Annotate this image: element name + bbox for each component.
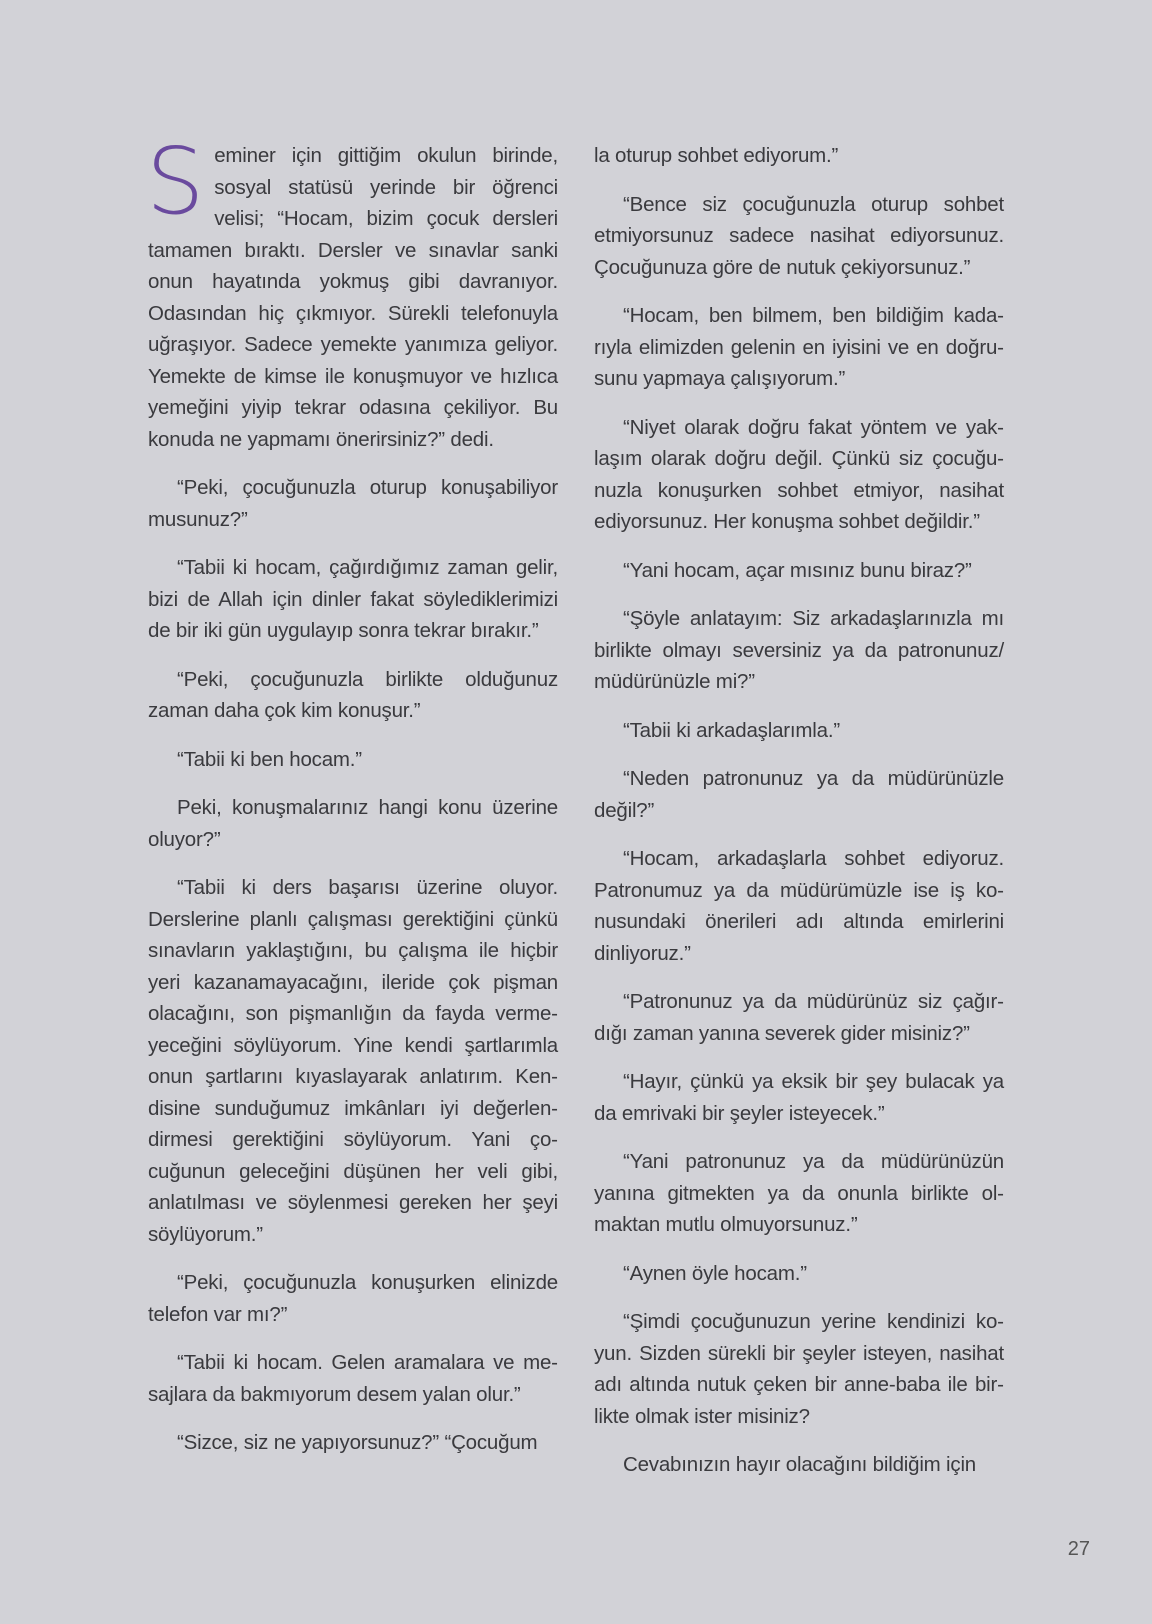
- paragraph-16: “Tabii ki arkadaşlarımla.”: [623, 718, 840, 742]
- paragraph-12: “Hocam, ben bilmem, ben bildiğim kadarıyla elimizden gelenin en iyisini ve en doğrusunu yapmaya çalışıyorum.”: [594, 304, 1004, 390]
- right-column: [594, 140, 1004, 1498]
- paragraph-21: “Yani patronunuz ya da müdürünüzün yanına gitmekten ya da onunla birlikte olmaktan mutlu olmuyorsunuz.”: [594, 1150, 1004, 1236]
- paragraph-18: “Hocam, arkadaşlarla sohbet ediyoruz. Patronumuz ya da müdürümüzle ise iş konusundaki önerileri adı altında emirlerini dinliyoruz.”: [594, 847, 1004, 965]
- paragraph-13: “Niyet olarak doğru fakat yöntem ve yaklaşım olarak doğru değil. Çünkü siz çocuğunuzla konuşurken sohbet etmiyor, nasihat ediyorsunuz. Her konuşma sohbet değildir.”: [594, 415, 1004, 533]
- paragraph-24: Cevabınızın hayır olacağını bildiğim için: [623, 1453, 977, 1476]
- paragraph-14: “Yani hocam, açar mısınız bunu biraz?”: [623, 558, 972, 582]
- paragraph-20: “Hayır, çünkü ya eksik bir şey bulacak ya da emrivaki bir şeyler isteyecek.”: [594, 1070, 1004, 1125]
- paragraph-4: “Peki, çocuğunuzla birlikte olduğunuz zaman daha çok kim konuşur.”: [148, 667, 558, 722]
- paragraph-text: eminer için gittiğim okulun birinde, sosyal statüsü yerinde bir öğrenci velisi; “Hocam, bizim çocuk dersleri tamamen bıraktı. Dersler ve sınavlar sanki onun hayatında yokmuş gibi davranıyor. Odasından hiç çıkmıyor. Sürekli telefonuyla uğraşıyor. Sadece yemekte yanımıza geliyor. Yemekte de kimse ile konuşmuyor ve hızlıca yemeğini yiyip tekrar odasına çekiliyor. Bu konuda ne yapmamı önerirsiniz?” dedi.: [148, 144, 558, 451]
- paragraph-10: “Sizce, siz ne yapıyorsunuz?” “Çocuğum: [177, 1431, 538, 1454]
- paragraph-2: “Peki, çocuğunuzla oturup konuşabiliyor musunuz?”: [148, 476, 558, 531]
- paragraph-9: “Tabii ki hocam. Gelen aramalara ve mesajlara da bakmıyorum desem yalan olur.”: [148, 1351, 558, 1406]
- paragraph-6: Peki, konuşmalarınız hangi konu üzerine oluyor?”: [148, 796, 558, 851]
- left-column: [146, 128, 558, 1476]
- paragraph-15: “Şöyle anlatayım: Siz arkadaşlarınızla mı birlikte olmayı seversiniz ya da patronunuz/ müdürünüzle mi?”: [594, 607, 1004, 693]
- paragraph-23: “Şimdi çocuğunuzun yerine kendinizi koyun. Sizden sürekli bir şeyler isteyen, nasihat adı altında nutuk çeken bir anne-baba ile birlikte olmak ister misiniz?: [594, 1310, 1004, 1428]
- paragraph-7: “Tabii ki ders başarısı üzerine oluyor. Derslerine planlı çalışması gerektiğini çünkü sınavların yaklaştığını, bu çalışma ile hiçbir yeri kazanamayacağını, ileride çok pişman olacağını, son pişmanlığın da fayda vermeyeceğini söylüyorum. Yine kendi şartlarımla onun şartlarını kıyaslayarak anlatırım. Kendisine sunduğumuz imkânları iyi değerlendirmesi gerektiğini söylüyorum. Yani çocuğunun geleceğini düşünen her veli gibi, anlatılması ve söylenmesi gereken her şeyi söylüyorum.”: [148, 876, 558, 1246]
- paragraph-3: “Tabii ki hocam, çağırdığımız zaman gelir, bizi de Allah için dinler fakat söylediklerimizi de bir iki gün uygulayıp sonra tekrar bırakır.”: [148, 556, 558, 642]
- paragraph-19: “Patronunuz ya da müdürünüz siz çağırdığı zaman yanına severek gider misiniz?”: [594, 990, 1004, 1045]
- paragraph-continued: la oturup sohbet ediyorum.”: [594, 144, 839, 167]
- paragraph-22: “Aynen öyle hocam.”: [623, 1261, 807, 1285]
- paragraph-17: “Neden patronunuz ya da müdürünüzle değil?”: [594, 767, 1004, 822]
- paragraph-11: “Bence siz çocuğunuzla oturup sohbet etmiyorsunuz sadece nasihat ediyorsunuz. Çocuğunuza göre de nutuk çekiyorsunuz.”: [594, 192, 1004, 279]
- drop-cap: S: [146, 128, 205, 235]
- paragraph-8: “Peki, çocuğunuzla konuşurken elinizde telefon var mı?”: [148, 1271, 558, 1326]
- page-number: 27: [1067, 1538, 1090, 1560]
- paragraph-1: [146, 128, 558, 455]
- paragraph-5: “Tabii ki ben hocam.”: [177, 747, 362, 771]
